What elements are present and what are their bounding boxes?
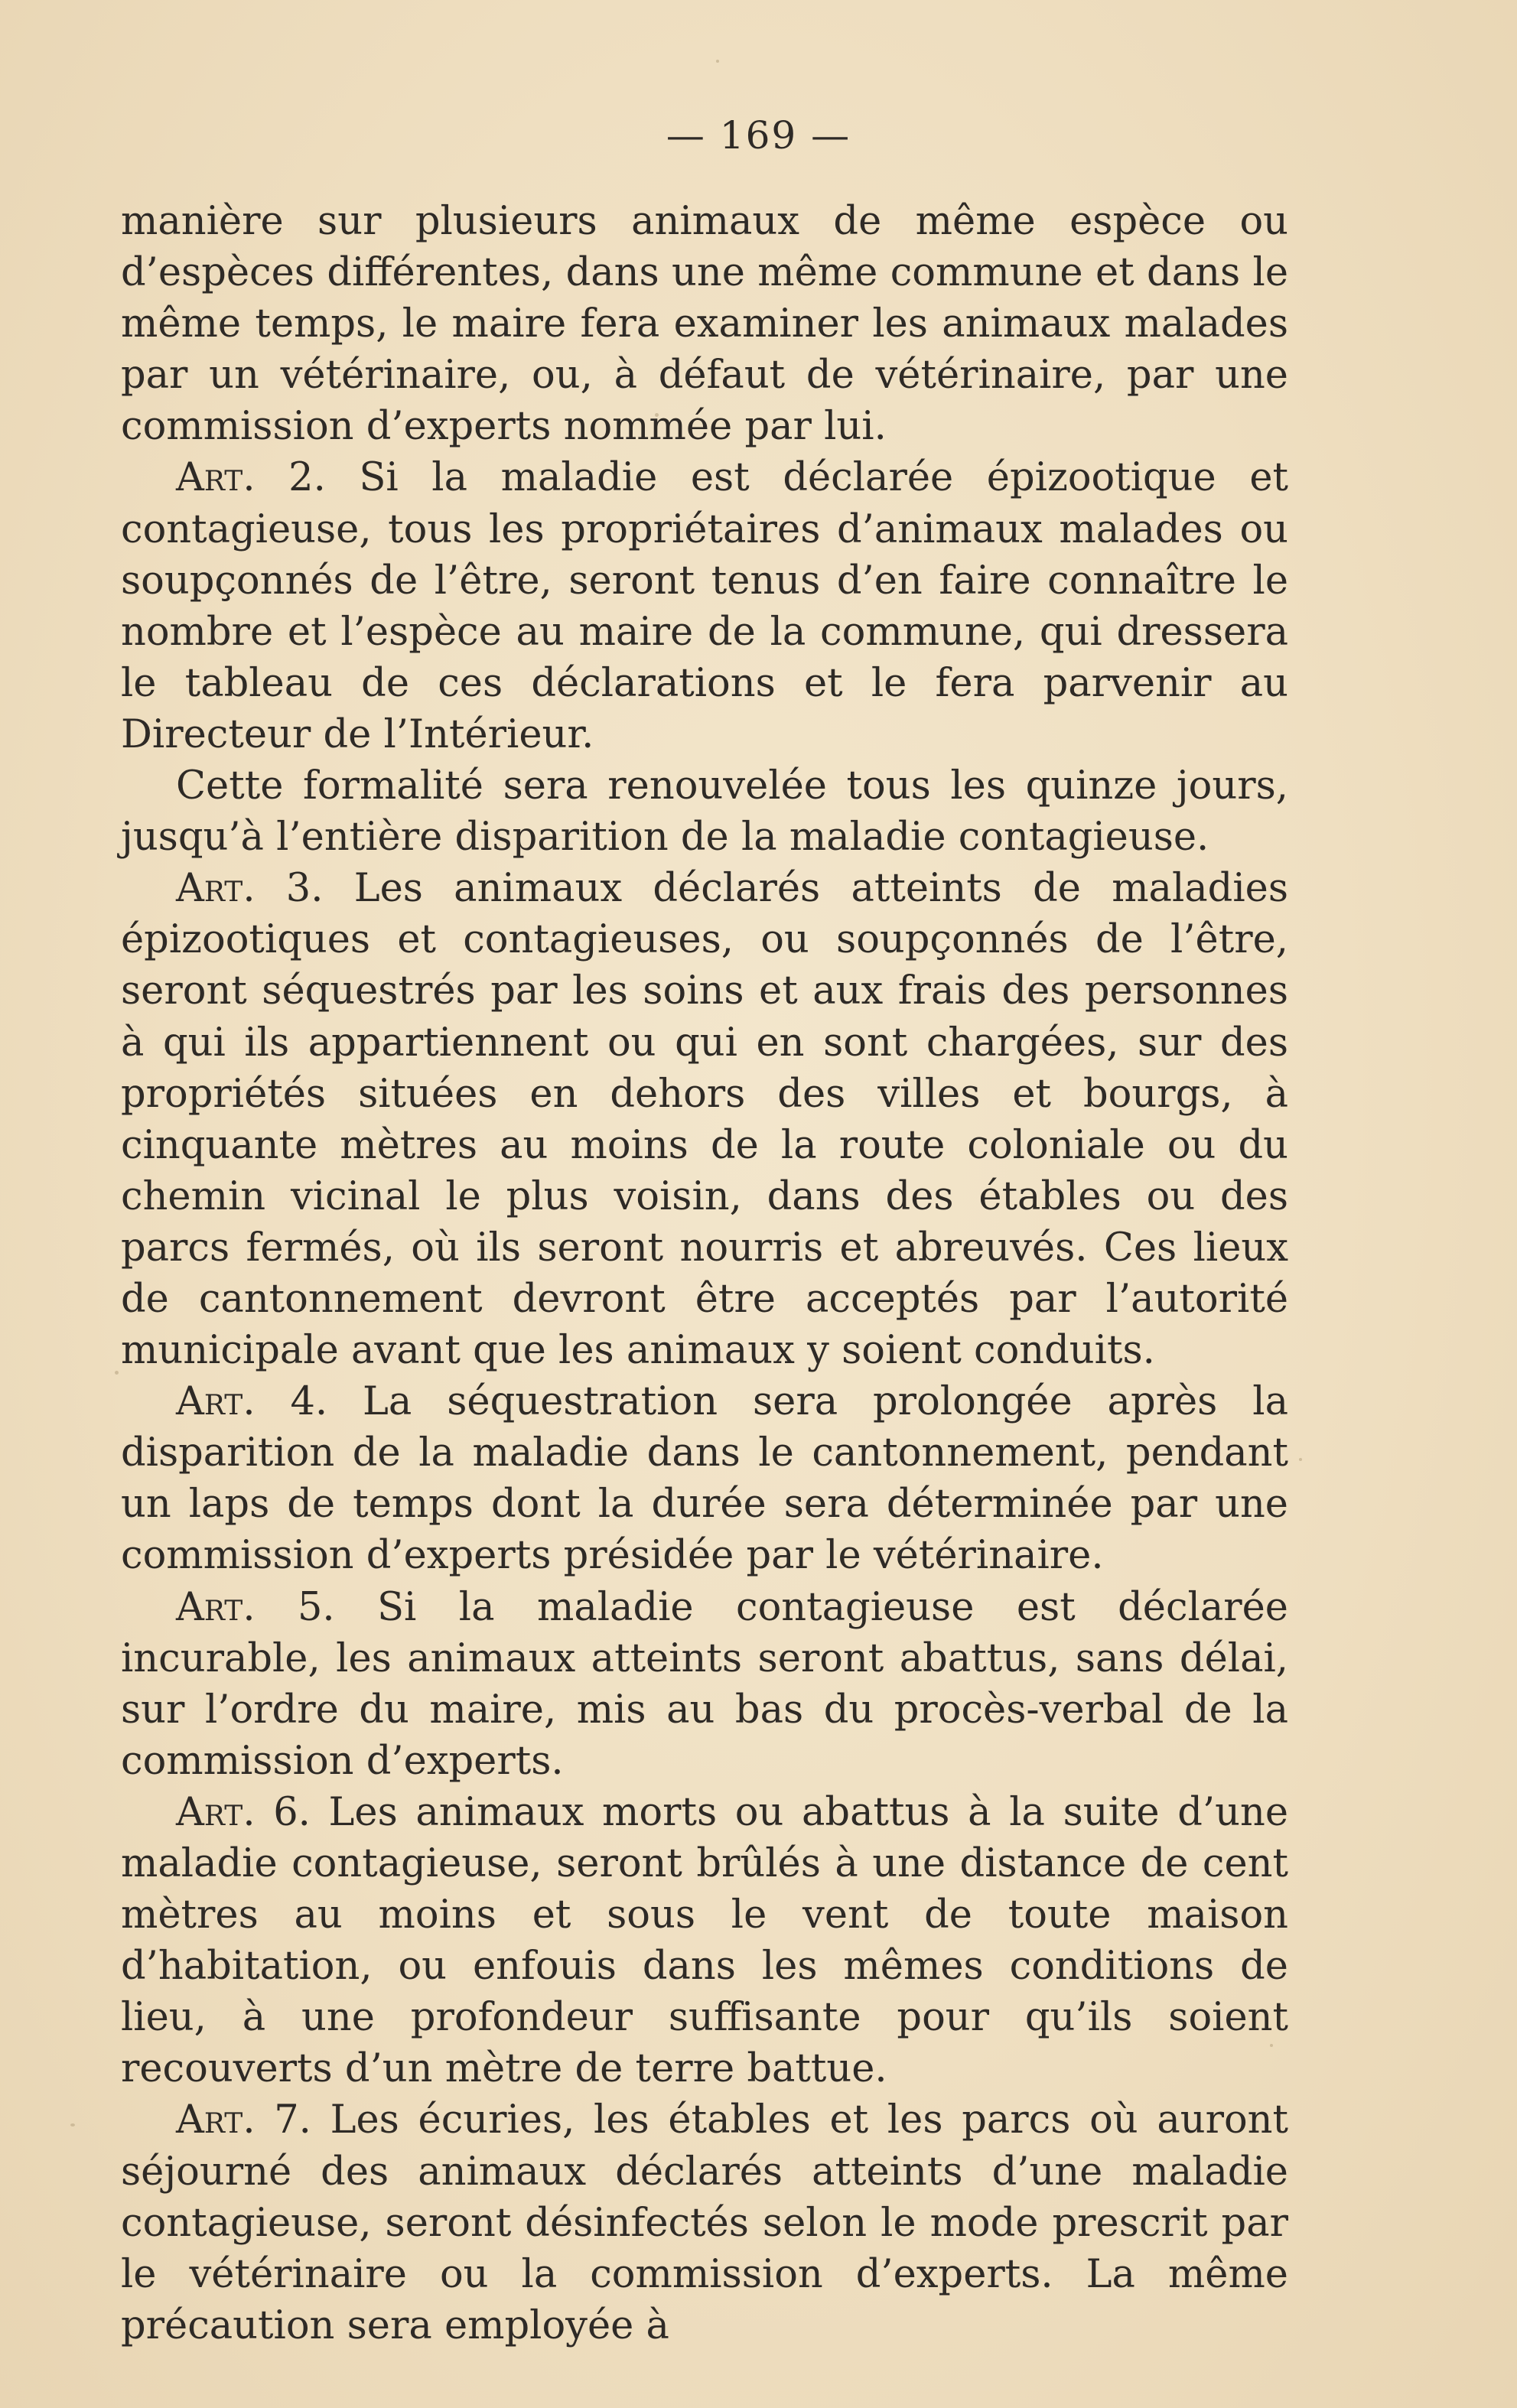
paragraph-formality xyxy=(121,760,1288,863)
paragraph-text: Les animaux morts ou abattus à la suite d’une maladie contagieuse, seront brûlés à une distance de cent mètres au moins et sous le vent de toute maison d’habitation, ou enfouis dans les mêmes conditions de lieu, à une profondeur suffisante pour qu’ils soient recouverts d’un mètre de terre battue. xyxy=(121,1789,1288,2092)
article-label: Art. 4. xyxy=(176,1379,328,1425)
article-label: Art. 5. xyxy=(176,1584,335,1630)
paper-speck xyxy=(1299,1458,1302,1461)
article-2 xyxy=(121,452,1288,760)
article-label: Art. 2. xyxy=(176,455,326,501)
paragraph-text: La séquestration sera prolongée après la disparition de la maladie dans le cantonnement, pendant un laps de temps dont la durée sera déterminée par une commission d’experts présidée par le vétérinaire. xyxy=(121,1379,1288,1579)
paragraph-text: Si la maladie est déclarée épizootique et contagieuse, tous les propriétaires d’animaux malades ou soupçonnés de l’être, seront tenus d’en faire connaître le nombre et l’espèce au maire de la commune, qui dressera le tableau de ces déclarations et le fera parvenir au Directeur de l’Intérieur. xyxy=(121,455,1288,757)
page-body xyxy=(121,196,1288,2351)
article-6 xyxy=(121,1787,1288,2095)
paragraph-text: Si la maladie contagieuse est déclarée incurable, les animaux atteints seront abattus, sans délai, sur l’ordre du maire, mis au bas du procès-verbal de la commission d’experts. xyxy=(121,1584,1288,1784)
paper-speck xyxy=(716,60,719,63)
article-5 xyxy=(121,1582,1288,1787)
paragraph-text: Les écuries, les étables et les parcs où auront séjourné des animaux déclarés atteints d’une maladie contagieuse, seront désinfectés selon le mode prescrit par le vétérinaire ou la commission d’experts. La même précaution sera employée à xyxy=(121,2097,1288,2348)
paragraph-continuation xyxy=(121,196,1288,452)
article-4 xyxy=(121,1376,1288,1581)
article-label: Art. 3. xyxy=(176,866,324,912)
paper-speck xyxy=(70,2123,75,2127)
page-number: — 169 — xyxy=(666,113,851,158)
paragraph-text: manière sur plusieurs animaux de même espèce ou d’espèces différentes, dans une même commune et dans le même temps, le maire fera examiner les animaux malades par un vétérinaire, ou, à défaut de vétérinaire, par une commission d’experts nommée par lui. xyxy=(121,199,1288,450)
paragraph-text: Les animaux déclarés atteints de maladies épizootiques et contagieuses, ou soupçonnés de l’être, seront séquestrés par les soins et aux frais des personnes à qui ils appartiennent ou qui en sont chargées, sur des propriétés situées en dehors des villes et bourgs, à cinquante mètres au moins de la route coloniale ou du chemin vicinal le plus voisin, dans des étables ou des parcs fermés, où ils seront nourris et abreuvés. Ces lieux de cantonnement devront être acceptés par l’autorité municipale avant que les animaux y soient conduits. xyxy=(121,866,1288,1374)
article-label: Art. 6. xyxy=(176,1789,311,1835)
article-3 xyxy=(121,863,1288,1376)
paragraph-text: Cette formalité sera renouvelée tous les quinze jours, jusqu’à l’entière disparition de la maladie contagieuse. xyxy=(121,763,1288,861)
article-label: Art. 7. xyxy=(176,2097,311,2143)
article-7 xyxy=(121,2094,1288,2351)
paper-speck xyxy=(115,1371,119,1375)
